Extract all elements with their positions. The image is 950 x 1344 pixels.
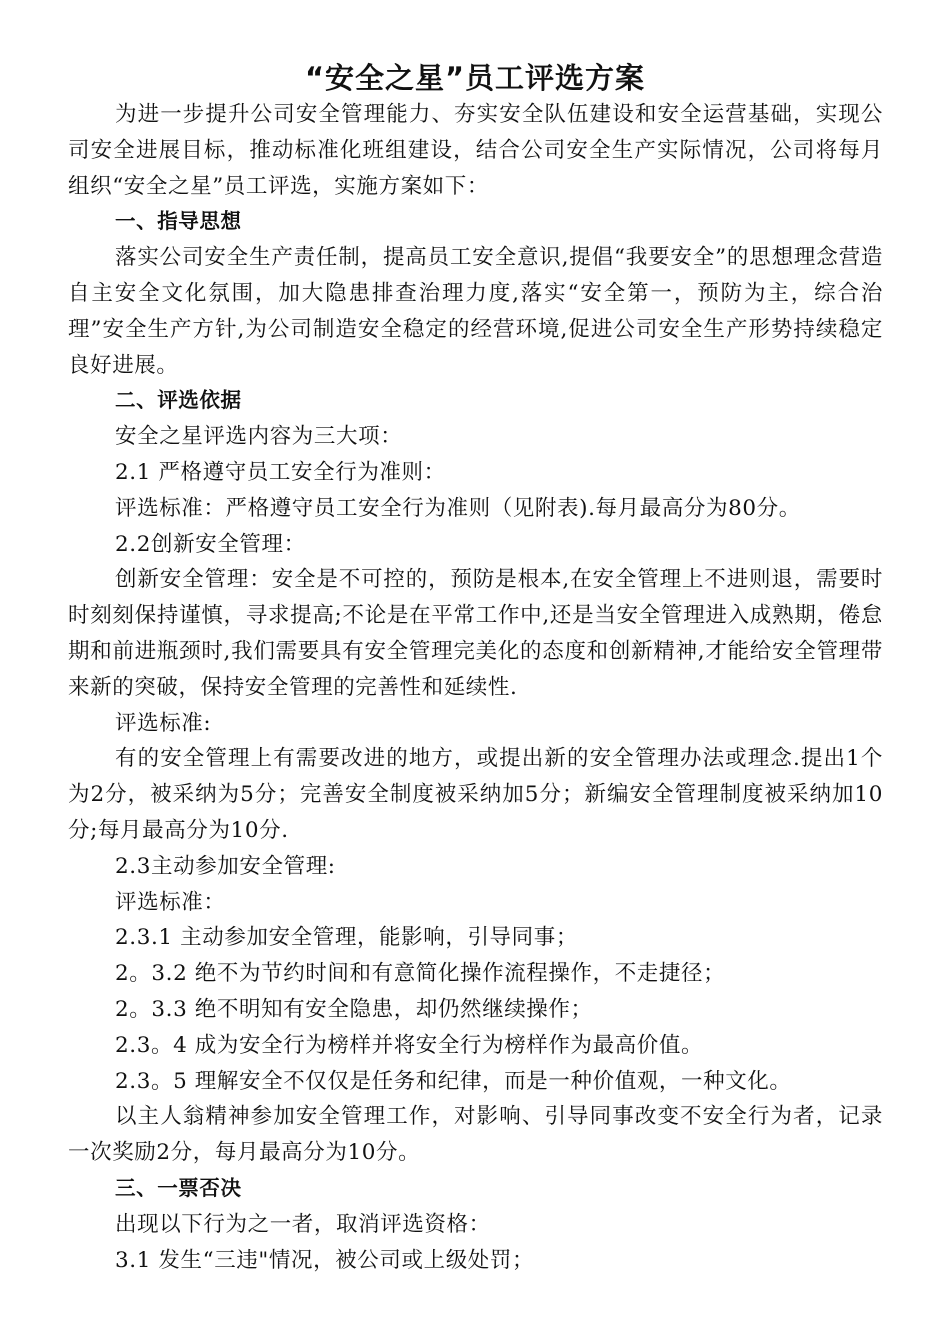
document-body: [68, 97, 883, 1278]
item-3-1: 3.1 发生“三违"情况，被公司或上级处罚；: [115, 1247, 535, 1273]
document-title: “安全之星”员工评选方案: [304, 61, 646, 95]
item-2-2-paragraph: 创新安全管理：安全是不可控的，预防是根本,在安全管理上不进则退，需要时时刻刻保持谨慎，寻求提高;不论是在平常工作中,还是当安全管理进入成熟期，倦怠期和前进瓶颈时,我们需要具有安全管理完美化的态度和创新精神,才能给安全管理带来新的突破，保持安全管理的完善性和延续性.: [68, 567, 883, 700]
item-2-1-title: 2.1 严格遵守员工安全行为准则：: [115, 459, 446, 485]
section-2-heading: 二、评选依据: [115, 388, 242, 413]
item-2-3-title: 2.3主动参加安全管理:: [115, 853, 336, 879]
intro-paragraph: 为进一步提升公司安全管理能力、夯实安全队伍建设和安全运营基础，实现公司安全进展目标，推动标准化班组建设，结合公司安全生产实际情况，公司将每月组织“安全之星”员工评选，实施方案如下：: [68, 102, 883, 199]
item-2-3-point: 2。3.2 绝不为节约时间和有意简化操作流程操作，不走捷径；: [115, 961, 726, 987]
item-2-2-title: 2.2创新安全管理：: [115, 531, 306, 557]
item-2-1-standard: 评选标准：严格遵守员工安全行为准则（见附表).每月最高分为80分。: [115, 495, 801, 521]
item-2-2-standard: 有的安全管理上有需要改进的地方，或提出新的安全管理办法或理念.提出1个为2分，被采纳为5分；完善安全制度被采纳加5分；新编安全管理制度被采纳加10分;每月最高分为10分.: [68, 746, 883, 843]
section-3-heading: 三、一票否决: [115, 1175, 242, 1200]
item-2-3-point: 2。3.3 绝不明知有安全隐患，却仍然继续操作；: [115, 996, 593, 1022]
item-2-3-point: 2.3.1 主动参加安全管理，能影响，引导同事；: [115, 925, 578, 951]
section-1-heading: 一、指导思想: [115, 209, 242, 234]
item-2-3-point: 2.3。4 成为安全行为榜样并将安全行为榜样作为最高价值。: [115, 1032, 704, 1058]
section-3-intro: 出现以下行为之一者，取消评选资格：: [115, 1211, 491, 1237]
item-2-2-standard-label: 评选标准:: [115, 710, 212, 736]
section-1-paragraph: 落实公司安全生产责任制，提高员工安全意识,提倡“我要安全”的思想理念营造自主安全文化氛围，加大隐患排查治理力度,落实“安全第一，预防为主，综合治理”安全生产方针,为公司制造安全稳定的经营环境,促进公司安全生产形势持续稳定良好进展。: [68, 245, 883, 378]
item-2-3-point: 2.3。5 理解安全不仅仅是任务和纪律，而是一种价值观，一种文化。: [115, 1068, 792, 1094]
section-2-intro: 安全之星评选内容为三大项：: [115, 424, 403, 450]
item-2-3-standard-label: 评选标准：: [115, 889, 226, 915]
item-2-3-paragraph: 以主人翁精神参加安全管理工作，对影响、引导同事改变不安全行为者，记录一次奖励2分，每月最高分为10分。: [68, 1104, 883, 1166]
